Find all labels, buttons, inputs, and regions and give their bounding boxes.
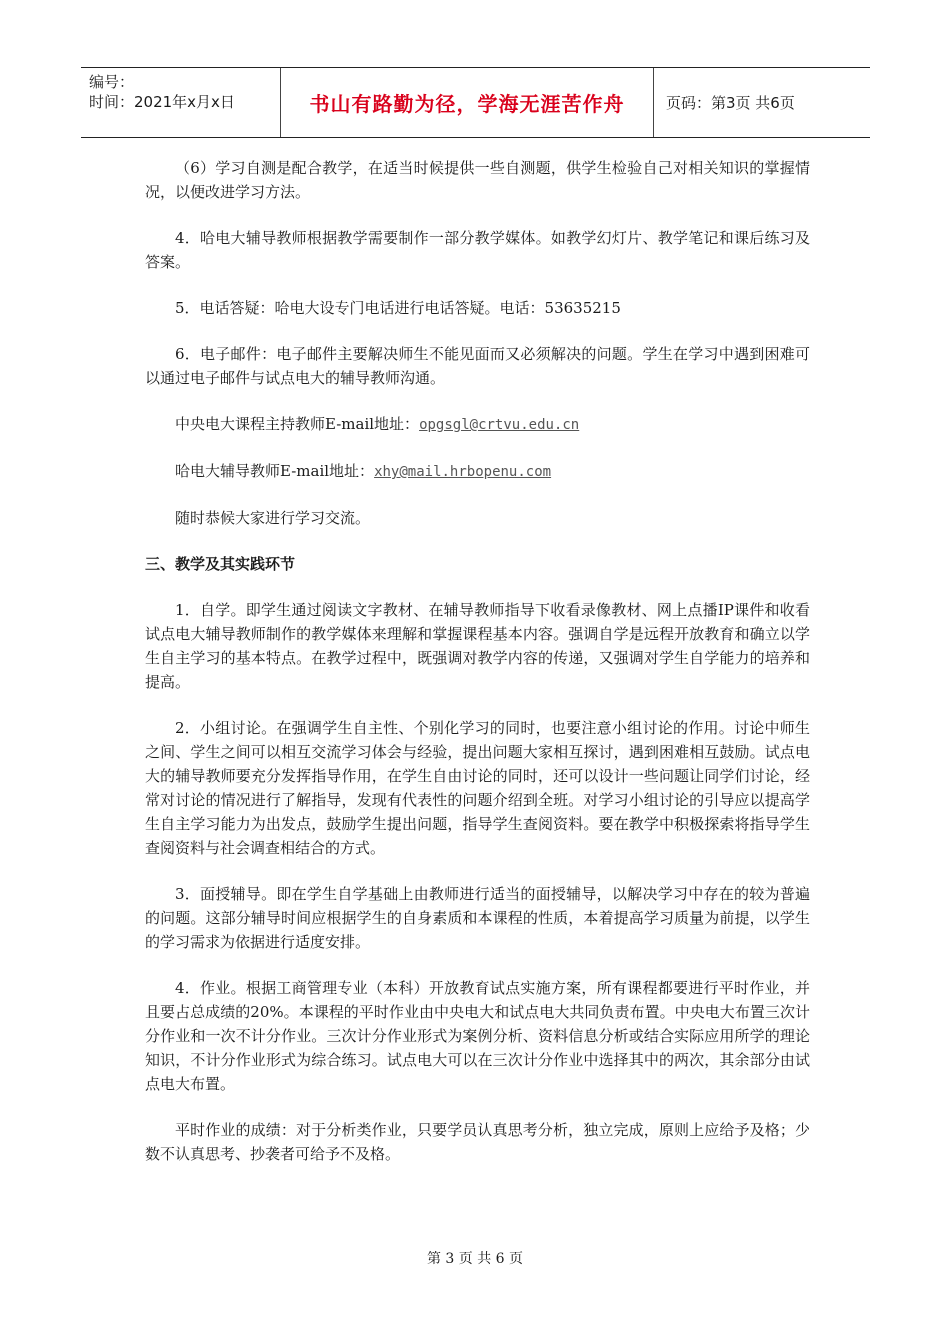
time-label: 时间：2021年x月x日 [89, 93, 235, 111]
number-label: 编号： [89, 73, 135, 91]
email-link-local[interactable]: xhy@mail.hrbopenu.com [374, 464, 552, 480]
paragraph-group-discussion: 2．小组讨论。在强调学生自主性、个别化学习的同时，也要注意小组讨论的作用。讨论中师生之间、学生之间可以相互交流学习体会与经验，提出问题大家相互探讨，遇到困难相互鼓励。试点电大的辅导教师要充分发挥指导作用，在学生自由讨论的同时，还可以设计一些问题让同学们讨论，经常对讨论的情况进行了解指导，发现有代表性的问题介绍到全班。对学习小组讨论的引导应以提高学生自主学习能力为出发点，鼓励学生提出问题，指导学生查阅资料。要在教学中积极探索将指导学生查阅资料与社会调查相结合的方式。 [145, 719, 810, 857]
email-line-central [145, 412, 810, 437]
email-label-local: 哈电大辅导教师E-mail地址： [175, 462, 375, 480]
paragraph-self-study: 1．自学。即学生通过阅读文字教材、在辅导教师指导下收看录像教材、网上点播IP课件和收看试点电大辅导教师制作的教学媒体来理解和掌握课程基本内容。强调自学是远程开放教育和确立以学生自主学习的基本特点。在教学过程中，既强调对教学内容的传递，又强调对学生自学能力的培养和提高。 [145, 601, 810, 691]
email-label-central: 中央电大课程主持教师E-mail地址： [175, 415, 420, 433]
page-header [81, 67, 870, 138]
paragraph-homework-grading: 平时作业的成绩：对于分析类作业，只要学员认真思考分析，独立完成，原则上应给予及格；少数不认真思考、抄袭者可给予不及格。 [145, 1121, 810, 1163]
header-page-label: 页码：第3页 共6页 [666, 94, 795, 112]
section-heading-3: 三、教学及其实践环节 [145, 555, 296, 573]
header-meta [81, 68, 281, 137]
email-line-local [145, 459, 810, 484]
paragraph-phone: 5．电话答疑：哈电大设专门电话进行电话答疑。电话：53635215 [175, 299, 621, 317]
paragraph-self-test: （6）学习自测是配合教学，在适当时候提供一些自测题，供学生检验自己对相关知识的掌握情况，以便改进学习方法。 [145, 159, 810, 201]
paragraph-homework: 4．作业。根据工商管理专业（本科）开放教育试点实施方案，所有课程都要进行平时作业，并且要占总成绩的20%。本课程的平时作业由中央电大和试点电大共同负责布置。中央电大布置三次计分作业和一次不计分作业。三次计分作业形式为案例分析、资料信息分析或结合实际应用所学的理论知识，不计分作业形式为综合练习。试点电大可以在三次计分作业中选择其中的两次，其余部分由试点电大布置。 [145, 979, 810, 1093]
paragraph-media: 4．哈电大辅导教师根据教学需要制作一部分教学媒体。如教学幻灯片、教学笔记和课后练习及答案。 [145, 229, 810, 271]
email-link-central[interactable]: opgsgl@crtvu.edu.cn [419, 417, 580, 433]
header-motto: 书山有路勤为径，学海无涯苦作舟 [281, 68, 654, 137]
paragraph-email: 6．电子邮件：电子邮件主要解决师生不能见面而又必须解决的问题。学生在学习中遇到困难可以通过电子邮件与试点电大的辅导教师沟通。 [145, 345, 810, 387]
paragraph-tutoring: 3．面授辅导。即在学生自学基础上由教师进行适当的面授辅导，以解决学习中存在的较为普遍的问题。这部分辅导时间应根据学生的自身素质和本课程的性质，本着提高学习质量为前提，以学生的学习需求为依据进行适度安排。 [145, 885, 810, 951]
paragraph-welcome: 随时恭候大家进行学习交流。 [175, 509, 371, 527]
page-footer: 第 3 页 共 6 页 [426, 1251, 524, 1267]
document-body [145, 156, 810, 1188]
